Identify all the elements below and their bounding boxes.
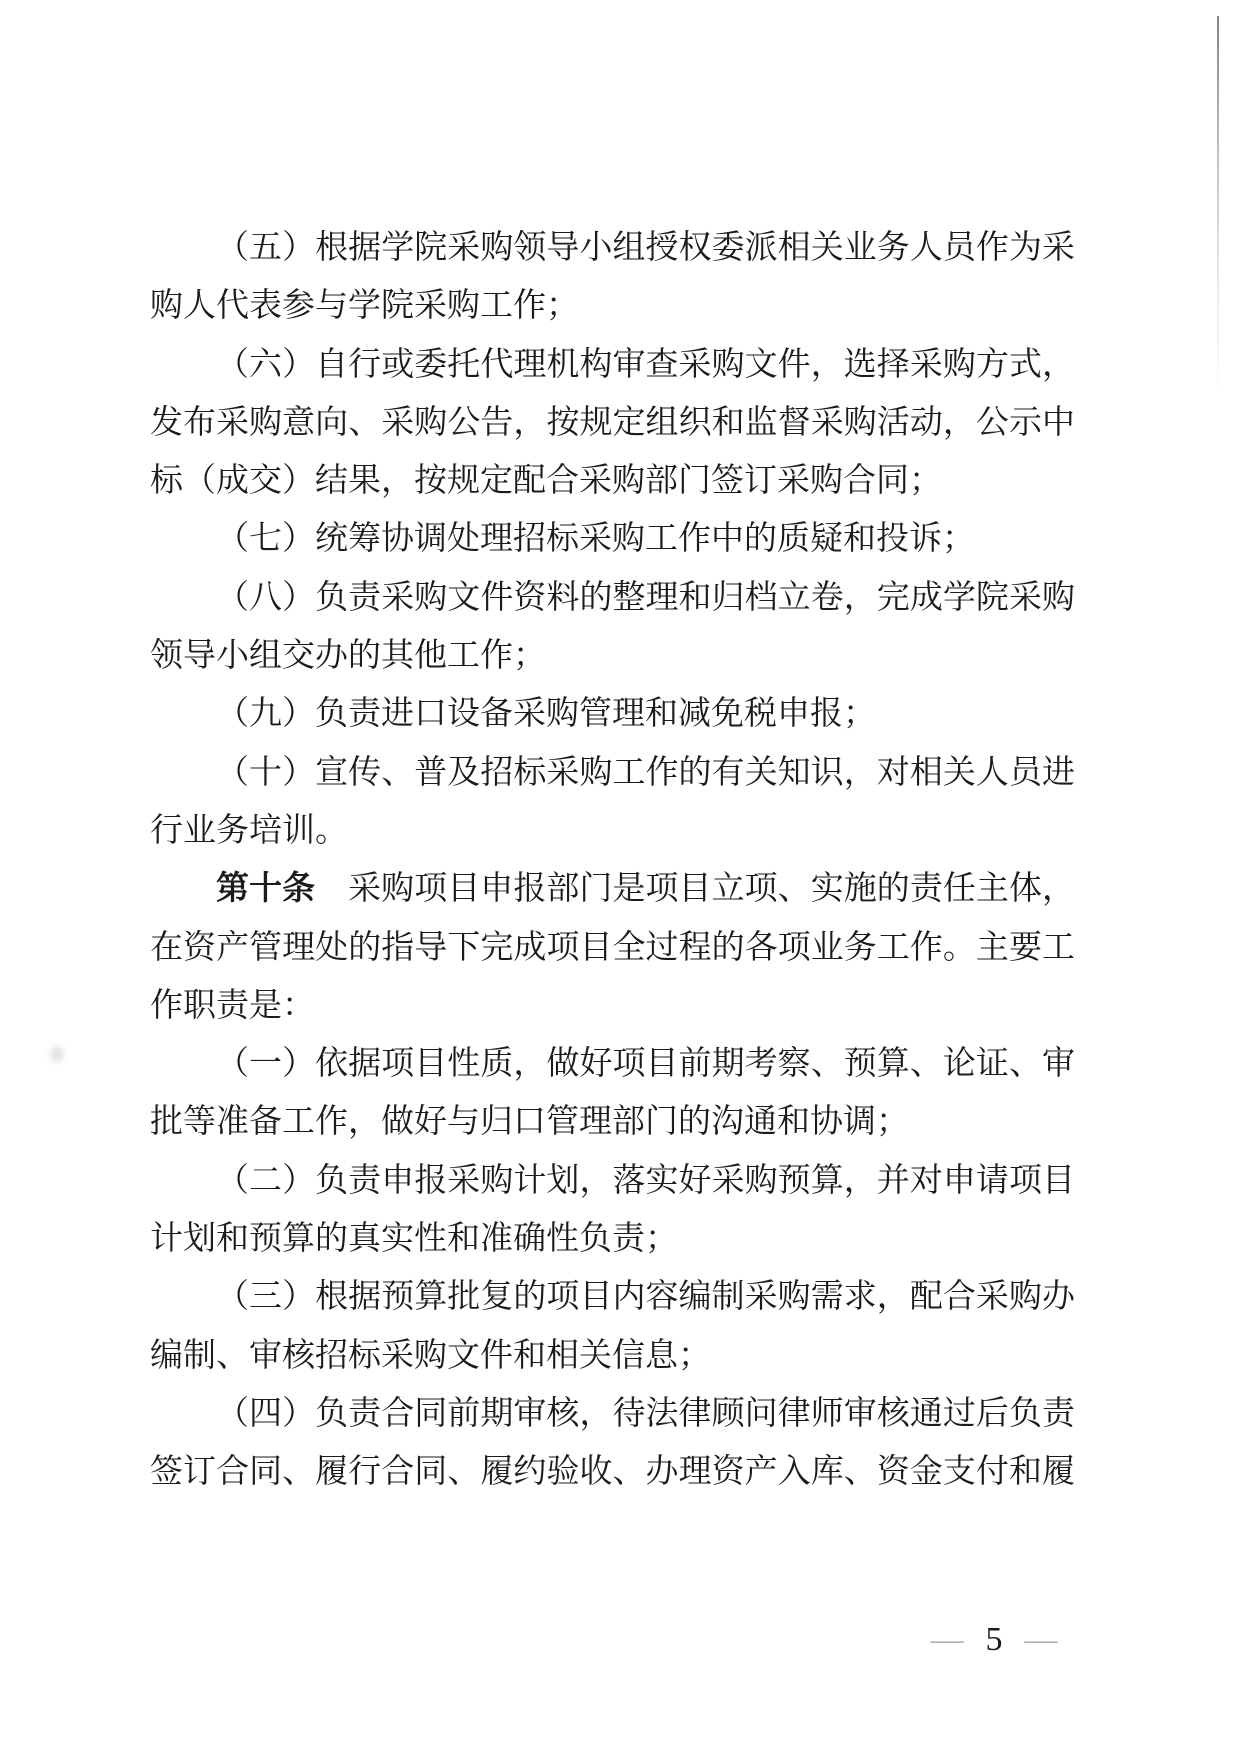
text-line: 领导小组交办的其他工作； — [150, 638, 546, 675]
text-line: 标（成交）结果，按规定配合采购部门签订采购合同； — [150, 463, 942, 500]
article-line — [150, 860, 1075, 918]
text-line: 签订合同、履行合同、履约验收、办理资产入库、资金支付和履 — [150, 1454, 1075, 1491]
text-line: （一）依据项目性质，做好项目前期考察、预算、论证、审 — [216, 1046, 1075, 1083]
footer-dash-right: — — [1024, 1622, 1058, 1658]
page-number: 5 — [985, 1621, 1003, 1658]
article-text: 采购项目申报部门是项目立项、实施的责任主体， — [348, 871, 1075, 908]
text-line: （九）负责进口设备采购管理和减免税申报； — [216, 696, 876, 733]
text-line: 行业务培训。 — [150, 812, 348, 849]
document-body — [150, 219, 1075, 1502]
text-line: 发布采购意向、采购公告，按规定组织和监督采购活动，公示中 — [150, 404, 1075, 441]
ink-smudge — [50, 1046, 64, 1062]
article-number: 第十条 — [216, 871, 316, 908]
text-line: （七）统筹协调处理招标采购工作中的质疑和投诉； — [216, 521, 975, 558]
scan-artifact-line — [1217, 16, 1219, 400]
text-line: （四）负责合同前期审核，待法律顾问律师审核通过后负责 — [216, 1395, 1075, 1432]
text-line: （三）根据预算批复的项目内容编制采购需求，配合采购办 — [216, 1279, 1075, 1316]
text-line: 作职责是： — [150, 987, 315, 1024]
text-line: 购人代表参与学院采购工作； — [150, 288, 579, 325]
text-line: 计划和预算的真实性和准确性负责； — [150, 1221, 678, 1258]
page-footer — [869, 1618, 1119, 1662]
text-line: （八）负责采购文件资料的整理和归档立卷，完成学院采购 — [216, 579, 1075, 616]
text-line: （二）负责申报采购计划，落实好采购预算，并对申请项目 — [216, 1162, 1075, 1199]
footer-dash-left: — — [930, 1622, 964, 1658]
text-line: 在资产管理处的指导下完成项目全过程的各项业务工作。主要工 — [150, 929, 1075, 966]
text-line: （六）自行或委托代理机构审查采购文件，选择采购方式， — [216, 346, 1075, 383]
text-line: 批等准备工作，做好与归口管理部门的沟通和协调； — [150, 1104, 909, 1141]
text-line: 编制、审核招标采购文件和相关信息； — [150, 1337, 711, 1374]
text-line: （五）根据学院采购领导小组授权委派相关业务人员作为采 — [216, 230, 1075, 266]
text-line: （十）宣传、普及招标采购工作的有关知识，对相关人员进 — [216, 754, 1075, 791]
